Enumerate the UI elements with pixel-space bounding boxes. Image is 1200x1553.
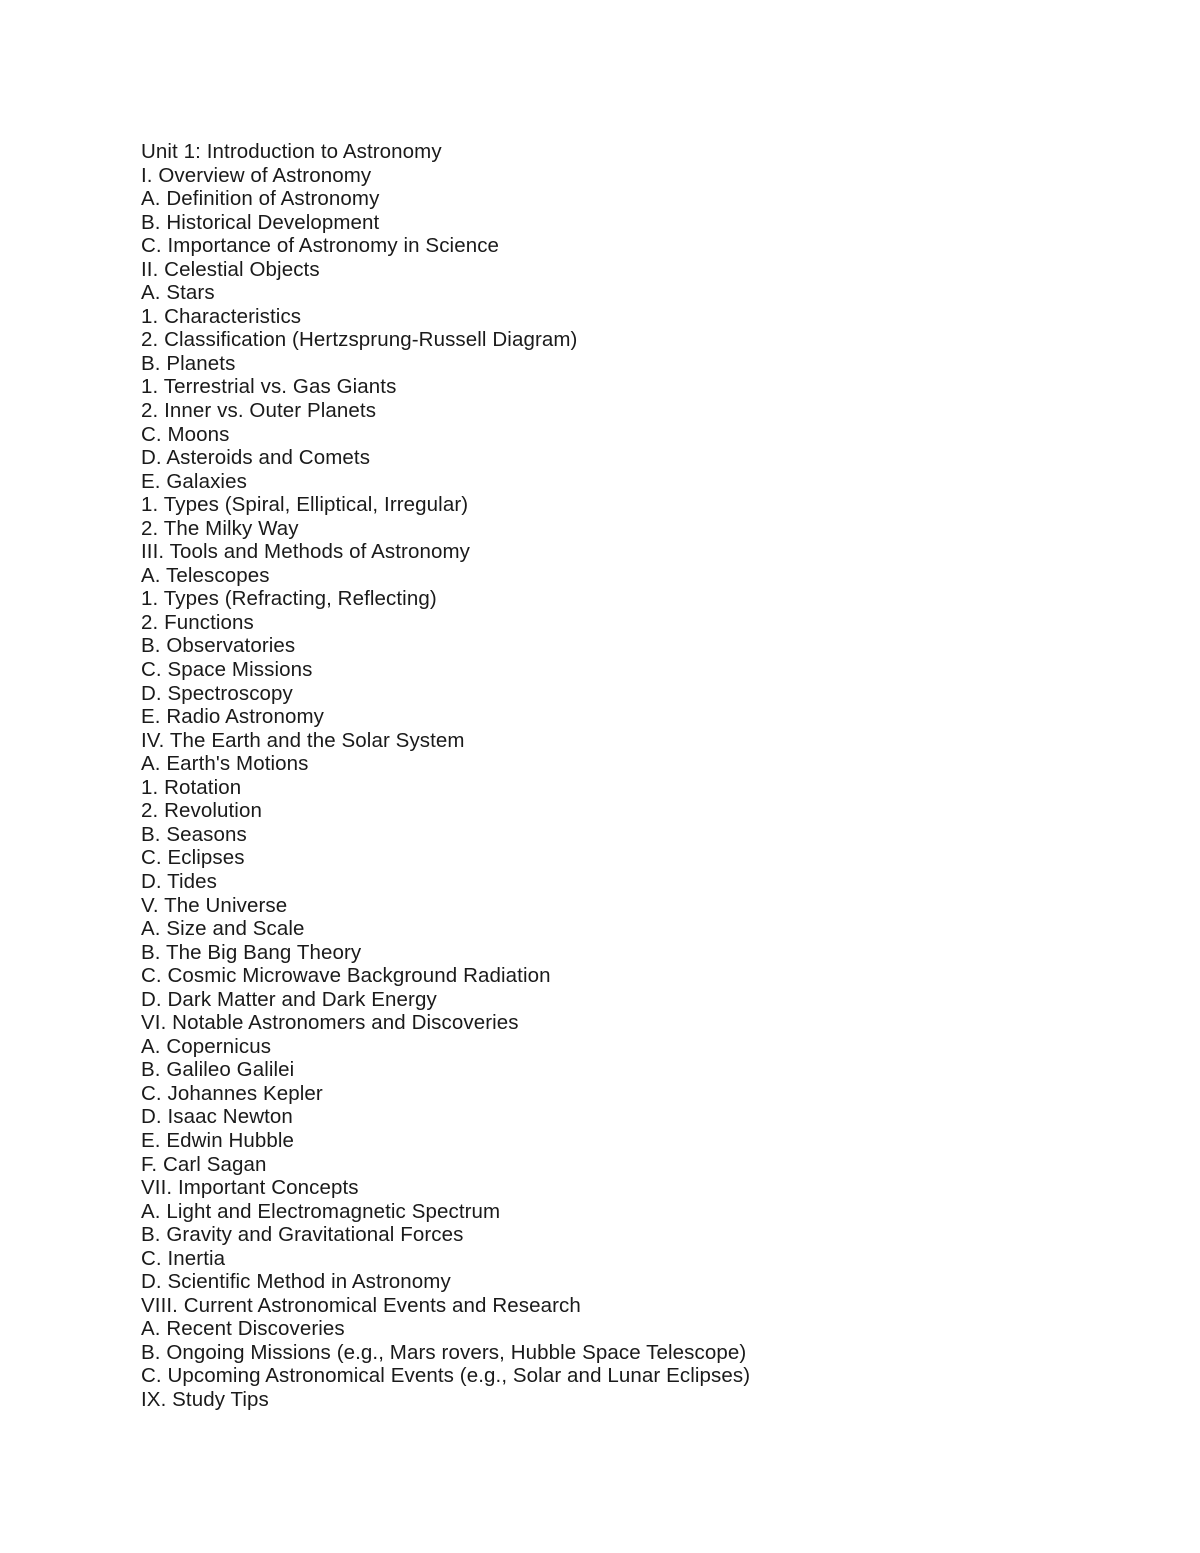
outline-line: B. Galileo Galilei xyxy=(141,1058,295,1082)
outline-line: VI. Notable Astronomers and Discoveries xyxy=(141,1011,519,1035)
outline-line: 2. Classification (Hertzsprung-Russell Diagram) xyxy=(141,328,578,352)
outline-line: B. The Big Bang Theory xyxy=(141,940,362,964)
outline-line: D. Spectroscopy xyxy=(141,681,293,705)
outline-line: 2. Functions xyxy=(141,610,254,634)
outline-line: 1. Terrestrial vs. Gas Giants xyxy=(141,375,397,399)
outline-line: VIII. Current Astronomical Events and Research xyxy=(141,1293,581,1317)
outline-line: 1. Types (Spiral, Elliptical, Irregular) xyxy=(141,493,469,517)
outline-line: A. Stars xyxy=(141,281,215,305)
outline-line: B. Historical Development xyxy=(141,210,380,234)
outline-line: D. Dark Matter and Dark Energy xyxy=(141,987,437,1011)
outline-line: C. Upcoming Astronomical Events (e.g., Solar and Lunar Eclipses) xyxy=(141,1364,751,1388)
outline-line: II. Celestial Objects xyxy=(141,257,320,281)
outline-line: D. Asteroids and Comets xyxy=(141,446,371,470)
outline-line: E. Edwin Hubble xyxy=(141,1128,295,1152)
outline-line: Unit 1: Introduction to Astronomy xyxy=(141,140,442,163)
outline-line: C. Moons xyxy=(141,422,230,446)
outline-line: 2. Revolution xyxy=(141,799,262,823)
outline-line: C. Importance of Astronomy in Science xyxy=(141,234,500,258)
outline-line: III. Tools and Methods of Astronomy xyxy=(141,540,471,564)
outline-line: B. Ongoing Missions (e.g., Mars rovers, Hubble Space Telescope) xyxy=(141,1340,747,1364)
outline-line: D. Tides xyxy=(141,869,217,893)
outline-line: VII. Important Concepts xyxy=(141,1176,359,1200)
outline-line: D. Scientific Method in Astronomy xyxy=(141,1270,451,1294)
outline-line: I. Overview of Astronomy xyxy=(141,163,372,187)
outline-line: A. Telescopes xyxy=(141,563,270,587)
outline-line: IV. The Earth and the Solar System xyxy=(141,728,465,752)
outline-line: E. Radio Astronomy xyxy=(141,705,324,729)
outline-line: B. Seasons xyxy=(141,822,247,846)
outline-line: C. Eclipses xyxy=(141,846,245,870)
outline-line: F. Carl Sagan xyxy=(141,1152,267,1176)
outline-line: D. Isaac Newton xyxy=(141,1105,293,1129)
outline-line: A. Recent Discoveries xyxy=(141,1317,345,1341)
outline-line: C. Cosmic Microwave Background Radiation xyxy=(141,964,551,988)
outline-line: C. Inertia xyxy=(141,1246,226,1270)
outline-list xyxy=(141,140,750,1412)
outline-line: 2. The Milky Way xyxy=(141,516,299,540)
outline-line: A. Definition of Astronomy xyxy=(141,187,380,211)
outline-line: E. Galaxies xyxy=(141,469,247,493)
outline-line: A. Copernicus xyxy=(141,1034,272,1058)
outline-line: 1. Types (Refracting, Reflecting) xyxy=(141,587,437,611)
outline-line: C. Johannes Kepler xyxy=(141,1081,323,1105)
outline-line: 1. Rotation xyxy=(141,775,242,799)
outline-line: B. Observatories xyxy=(141,634,296,658)
outline-line: 1. Characteristics xyxy=(141,304,302,328)
outline-line: V. The Universe xyxy=(141,893,288,917)
outline-line: A. Size and Scale xyxy=(141,917,305,941)
outline-line: A. Earth's Motions xyxy=(141,752,309,776)
outline-line: C. Space Missions xyxy=(141,658,313,682)
outline-line: B. Planets xyxy=(141,351,236,375)
outline-line: 2. Inner vs. Outer Planets xyxy=(141,399,377,423)
outline-line: A. Light and Electromagnetic Spectrum xyxy=(141,1199,501,1223)
outline-line: B. Gravity and Gravitational Forces xyxy=(141,1223,464,1247)
outline-line: IX. Study Tips xyxy=(141,1387,269,1411)
